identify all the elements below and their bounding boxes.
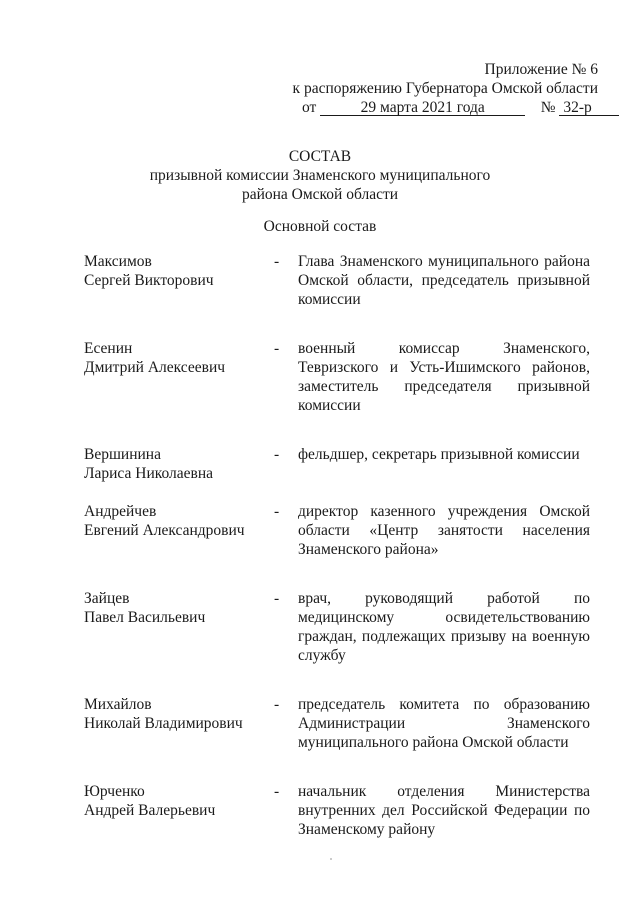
number-prefix: № <box>540 99 556 116</box>
member-name <box>84 252 274 309</box>
member-surname: Вершинина <box>84 446 161 463</box>
section-heading: Основной состав <box>263 218 377 235</box>
member-role: директор казенного учреждения Омской области «Центр занятости населения Знаменского района» <box>298 503 590 558</box>
member-row <box>84 445 590 483</box>
member-dash: - <box>274 696 280 713</box>
member-dash: - <box>274 340 280 357</box>
appendix-reference: к распоряжению Губернатора Омской области <box>292 80 598 97</box>
member-dash: - <box>274 503 280 520</box>
member-role: Глава Знаменского муниципального района Омской области, председатель призывной комиссии <box>298 253 590 308</box>
title-line-1: СОСТАВ <box>288 148 352 165</box>
member-role: начальник отделения Министерства внутренних дел Российской Федерации по Знаменскому району <box>298 783 590 838</box>
member-surname: Есенин <box>84 340 133 357</box>
member-role: фельдшер, секретарь призывной комиссии <box>298 446 580 463</box>
member-surname: Юрченко <box>84 783 145 800</box>
appendix-number: Приложение № 6 <box>484 61 598 78</box>
member-name <box>84 782 274 839</box>
member-row <box>84 782 590 839</box>
member-surname: Михайлов <box>84 696 152 713</box>
member-row <box>84 339 590 415</box>
member-name <box>84 502 274 559</box>
member-name <box>84 589 274 665</box>
member-given-name: Евгений Александрович <box>84 522 245 539</box>
member-role: врач, руководящий работой по медицинскому освидетельствованию граждан, подлежащих призыву на военную службу <box>298 590 590 664</box>
member-row <box>84 502 590 559</box>
document-title <box>0 147 640 204</box>
member-row <box>84 252 590 309</box>
member-given-name: Дмитрий Алексеевич <box>84 359 226 376</box>
member-row <box>84 589 590 665</box>
appendix-header <box>268 60 598 117</box>
member-dash: - <box>274 590 280 607</box>
members-list <box>84 252 590 839</box>
member-given-name: Николай Владимирович <box>84 715 243 732</box>
member-given-name: Павел Васильевич <box>84 609 206 626</box>
title-line-2: призывной комиссии Знаменского муниципального <box>149 167 491 184</box>
member-role: военный комиссар Знаменского, Тевризского и Усть-Ишимского районов, заместитель председателя призывной комиссии <box>298 340 590 414</box>
member-row <box>84 695 590 752</box>
date-prefix: от <box>302 99 317 116</box>
member-given-name: Сергей Викторович <box>84 272 214 289</box>
member-dash: - <box>274 783 280 800</box>
member-dash: - <box>274 253 280 270</box>
member-surname: Максимов <box>84 253 152 270</box>
scan-speck <box>330 858 332 860</box>
member-name <box>84 695 274 752</box>
decree-number: 32-р <box>559 100 619 116</box>
member-role: председатель комитета по образованию Администрации Знаменского муниципального района Омской области <box>298 696 590 751</box>
member-dash: - <box>274 446 280 463</box>
member-given-name: Андрей Валерьевич <box>84 802 216 819</box>
title-line-3: района Омской области <box>241 186 399 203</box>
member-name <box>84 445 274 483</box>
decree-date: 29 марта 2021 года <box>320 100 525 116</box>
member-surname: Зайцев <box>84 590 130 607</box>
member-surname: Андрейчев <box>84 503 157 520</box>
member-given-name: Лариса Николаевна <box>84 465 214 482</box>
decree-date-line <box>268 98 598 117</box>
member-name <box>84 339 274 415</box>
